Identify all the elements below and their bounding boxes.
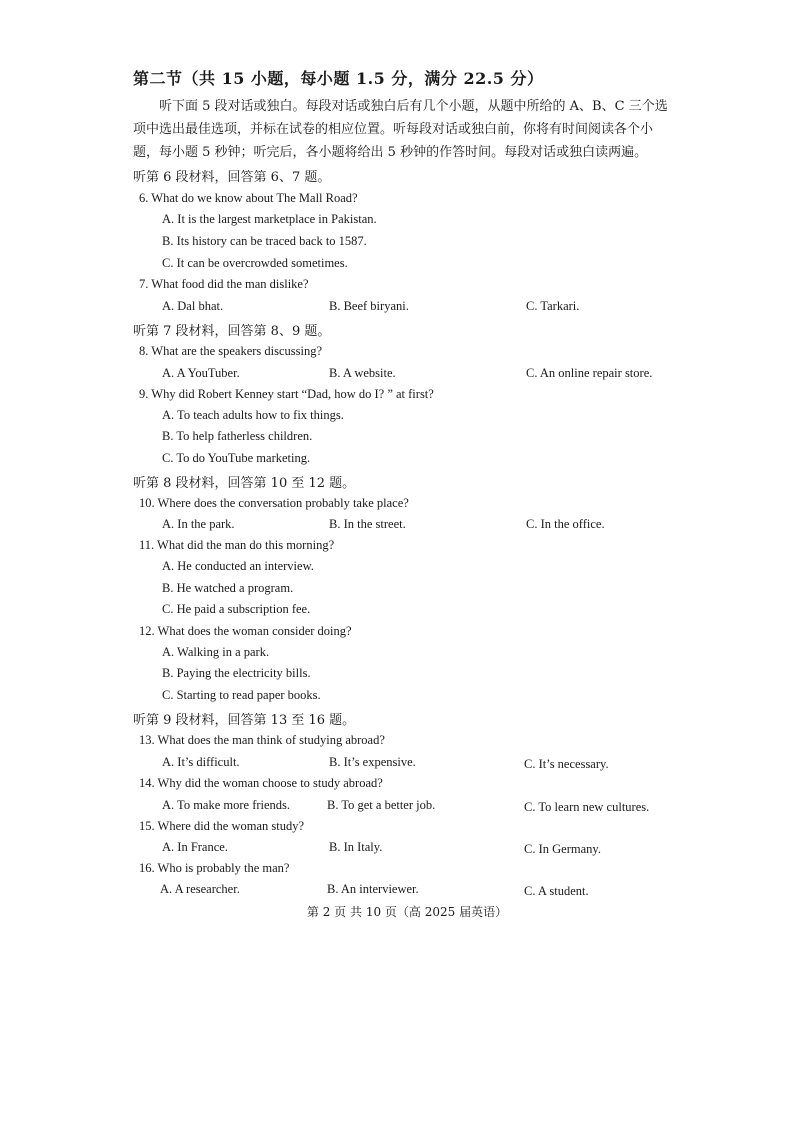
option-14c: C. To learn new cultures. [524,800,650,814]
option-13c: C. It’s necessary. [524,757,609,771]
question-10: 10. Where does the conversation probably take place? [139,496,409,510]
question-11: 11. What did the man do this morning? [139,538,335,552]
option-15c: C. In Germany. [524,842,601,856]
option-7a: A. Dal bhat. [162,299,224,313]
question-16: 16. Who is probably the man? [139,861,290,875]
option-11a: A. He conducted an interview. [162,559,314,573]
option-12b: B. Paying the electricity bills. [162,666,311,680]
option-10b: B. In the street. [329,517,406,531]
option-8b: B. A website. [329,366,396,380]
option-10c: C. In the office. [526,517,605,531]
option-13b: B. It’s expensive. [329,755,416,769]
group-header-6: 听第 6 段材料，回答第 6、7 题。 [133,170,331,185]
option-14a: A. To make more friends. [162,798,291,812]
question-12: 12. What does the woman consider doing? [139,624,352,638]
question-8: 8. What are the speakers discussing? [139,344,323,358]
option-7c: C. Tarkari. [526,299,580,313]
option-6a: A. It is the largest marketplace in Pakistan. [162,212,377,226]
option-8a: A. A YouTuber. [162,366,240,380]
question-13: 13. What does the man think of studying abroad? [139,733,385,747]
option-16c: C. A student. [524,884,589,898]
group-header-9: 听第 9 段材料，回答第 13 至 16 题。 [133,713,356,728]
question-6: 6. What do we know about The Mall Road? [139,191,358,205]
option-16a: A. A researcher. [160,882,240,896]
page-footer: 第 2 页 共 10 页（高 2025 届英语） [306,905,508,919]
option-7b: B. Beef biryani. [329,299,409,313]
group-header-7: 听第 7 段材料，回答第 8、9 题。 [133,324,331,339]
option-11b: B. He watched a program. [162,581,294,595]
option-13a: A. It’s difficult. [162,755,240,769]
option-6b: B. Its history can be traced back to 1587. [162,234,367,248]
question-7: 7. What food did the man dislike? [139,277,309,291]
option-11c: C. He paid a subscription fee. [162,602,311,616]
question-9: 9. Why did Robert Kenney start “Dad, how do I? ” at first? [139,387,434,401]
group-header-8: 听第 8 段材料，回答第 10 至 12 题。 [133,476,356,491]
question-15: 15. Where did the woman study? [139,819,305,833]
option-10a: A. In the park. [162,517,235,531]
option-6c: C. It can be overcrowded sometimes. [162,256,348,270]
instructions: 听下面 5 段对话或独白。每段对话或独白后有几个小题，从题中所给的 A、B、C 三个选项中选出最佳选项，并标在试卷的相应位置。听每段对话或独白前，你将有时间阅读各个小题，每小题 5 秒钟；听完后，各小题将给出 5 秒钟的作答时间。每段对话或独白读两遍。 [133,99,668,160]
option-14b: B. To get a better job. [327,798,436,812]
section-title: 第二节（共 15 小题，每小题 1.5 分，满分 22.5 分） [133,69,544,88]
option-12a: A. Walking in a park. [162,645,270,659]
option-15a: A. In France. [162,840,228,854]
option-16b: B. An interviewer. [327,882,419,896]
option-9b: B. To help fatherless children. [162,429,313,443]
question-14: 14. Why did the woman choose to study abroad? [139,776,383,790]
option-12c: C. Starting to read paper books. [162,688,321,702]
option-8c: C. An online repair store. [526,366,653,380]
option-9c: C. To do YouTube marketing. [162,451,311,465]
option-15b: B. In Italy. [329,840,383,854]
option-9a: A. To teach adults how to fix things. [162,408,344,422]
